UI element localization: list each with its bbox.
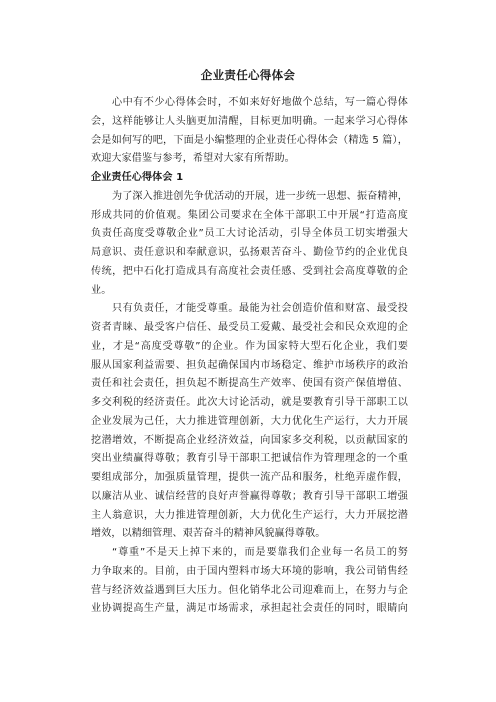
paragraph-line: 局意识、责任意识和奉献意识，弘扬艰苦奋斗、勤俭节约的企业优良	[91, 247, 408, 258]
paragraph-line: 会是如何写的吧，下面是小编整理的企业责任心得体会（精选 5 篇），	[91, 134, 408, 146]
paragraph-line: 突出业绩赢得尊敬；教育引导干部职工把诚信作为管理理念的一个重	[91, 453, 408, 465]
document-body	[91, 94, 408, 619]
paragraph-line: 欢迎大家借鉴与参考，希望对大家有所帮助。	[91, 153, 295, 165]
paragraph-line: 多交利税的经济责任。此次大讨论活动，就是要教育引导干部职工以	[91, 397, 408, 408]
paragraph-line: 力争取来的。目前，由于国内塑料市场大环境的影响，我公司销售经	[91, 565, 408, 577]
paragraph-line: 增效，以精细管理、艰苦奋斗的精神风貌赢得尊敬。	[91, 528, 326, 540]
paragraph-line: “尊重”不是天上掉下来的，而是要靠我们企业每一名员工的努	[112, 547, 408, 558]
paragraph-line: 挖潜增效，不断提高企业经济效益，向国家多交利税，以贡献国家的	[91, 434, 408, 446]
paragraph-line: 只有负责任，才能受尊重。最能为社会创造价值和财富、最受投	[112, 303, 408, 315]
paragraph-line: 企业发展为己任，大力推进管理创新，大力优化生产运行，大力开展	[91, 415, 408, 427]
paragraph-line: 责任和社会责任，担负起不断提高生产效率、使国有资产保值增值、	[91, 378, 408, 390]
paragraph-line: 为了深入推进创先争优活动的开展，进一步统一思想、振奋精神，	[112, 190, 408, 202]
paragraph-line: 负责任高度受尊敬企业”员工大讨论活动，引导全体员工切实增强大	[91, 228, 408, 240]
paragraph-line: 业。	[91, 284, 112, 296]
paragraph-line: 主人翁意识，大力推进管理创新，大力优化生产运行，大力开展挖潜	[91, 509, 408, 521]
paragraph-line: 业协调提高生产量，满足市场需求，承担起社会责任的同时，眼睛向	[91, 603, 408, 615]
paragraph-line: 要组成部分，加强质量管理，提供一流产品和服务，杜绝弄虚作假，	[91, 472, 408, 483]
paragraph-line: 营与经济效益遇到巨大压力。但化销华北公司迎难而上，在努力与企	[91, 584, 408, 596]
paragraph-line: 形成共同的价值观。集团公司要求在全体干部职工中开展“打造高度	[91, 209, 408, 221]
paragraph-line: 传统，把中石化打造成具有高度社会责任感、受到社会高度尊敬的企	[91, 265, 408, 277]
paragraph-line: 心中有不少心得体会时，不如来好好地做个总结，写一篇心得体	[112, 97, 408, 108]
paragraph-line: 以廉洁从业、诚信经营的良好声誉赢得尊敬；教育引导干部职工增强	[91, 490, 408, 502]
section-heading: 企业责任心得体会 1	[91, 172, 184, 183]
paragraph-line: 服从国家利益需要、担负起确保国内市场稳定、维护市场秩序的政治	[91, 359, 408, 371]
paragraph-line: 业，才是“高度受尊敬”的企业。作为国家特大型石化企业，我们要	[91, 340, 408, 352]
paragraph-line: 资者青睐、最受客户信任、最受员工爱戴、最受社会和民众欢迎的企	[91, 322, 408, 333]
paragraph-line: 会，这样能够让人头脑更加清醒，目标更加明确。一起来学习心得体	[91, 115, 408, 127]
document-title: 企业责任心得体会	[200, 68, 296, 82]
